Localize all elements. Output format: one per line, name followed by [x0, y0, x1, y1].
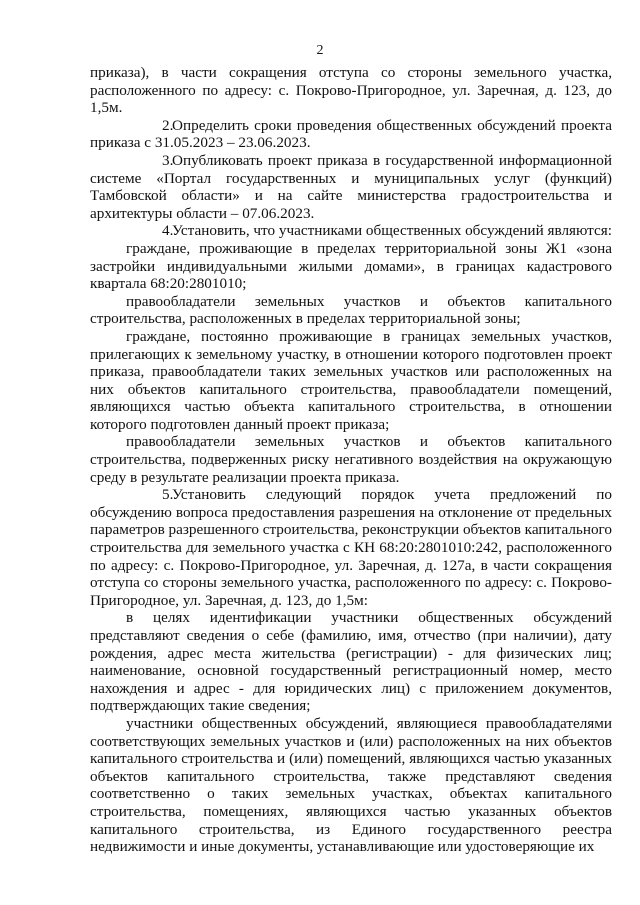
paragraph-text: участники общественных обсуждений, являющиеся правообладателями соответствующих земельных участков и (или) расположенных на них объектов капитального строительства и (или) помещений, являющихся частью указанных объектов капитального строительства, также представляют сведения соответственно о таких земельных участках, объектах капитального строительства, помещениях, являющихся частью указанных объектов капитального строительства, из Единого государственного реестра недвижимости и иные документы, устанавливающие или удостоверяющие их	[90, 714, 612, 856]
paragraph-item-2	[90, 117, 612, 152]
paragraph-text: в целях идентификации участники общественных обсуждений представляют сведения о себе (фамилию, имя, отчество (при наличии), дату рождения, адрес места жительства (регистрации) - для физических лиц; наименование, основной государственный регистрационный номер, место нахождения и адрес - для юридических лиц) с приложением документов, подтверждающих такие сведения;	[90, 609, 612, 715]
document-body	[90, 64, 612, 856]
paragraph-text: приказа), в части сокращения отступа со стороны земельного участка, расположенного по адресу: с. Покрово-Пригородное, ул. Заречная, д. 123, до 1,5м.	[90, 64, 612, 117]
paragraph-text: правообладатели земельных участков и объектов капитального строительства, подверженных риску негативного воздействия на окружающую среду в результате реализации проекта приказа.	[90, 433, 612, 486]
paragraph-text: граждане, постоянно проживающие в границах земельных участков, прилегающих к земельному участку, в отношении которого подготовлен проект приказа, правообладатели таких земельных участков или расположенных на них объектов капитального строительства, правообладатели помещений, являющихся частью объекта капитального строительства, в отношении которого подготовлен данный проект приказа;	[90, 327, 612, 433]
page-number: 2	[316, 43, 324, 58]
paragraph-text: граждане, проживающие в пределах территориальной зоны Ж1 «зона застройки индивидуальными жилыми домами», в границах кадастрового квартала 68:20:2801010;	[90, 239, 612, 293]
item-number: 3.	[162, 151, 174, 169]
paragraph-participants-adjacent	[90, 328, 612, 434]
paragraph-item-3	[90, 152, 612, 222]
paragraph-continuation	[90, 64, 612, 117]
paragraph-item-5	[90, 486, 612, 609]
paragraph-participants-owners	[90, 293, 612, 328]
paragraph-text: Установить следующий порядок учета предложений по обсуждению вопроса предоставления разрешения на отклонение от предельных параметров разрешенного строительства, реконструкции объектов капитального строительства для земельного участка с КН 68:20:2801010:242, расположенного по адресу: с. Покрово-Пригородное, ул. Заречная, д. 127а, в части сокращения отступа со стороны земельного участка, расположенного по адресу: с. Покрово-Пригородное, ул. Заречная, д. 123, до 1,5м:	[90, 486, 612, 609]
paragraph-identification	[90, 609, 612, 715]
paragraph-item-4	[90, 222, 612, 240]
paragraph-participants-risk	[90, 433, 612, 486]
paragraph-text: Установить, что участниками общественных обсуждений являются:	[172, 222, 612, 240]
paragraph-participants-residents	[90, 240, 612, 293]
paragraph-text: Опубликовать проект приказа в государственной информационной системе «Портал государственных и муниципальных услуг (функций) Тамбовской области» и на сайте министерства градостроительства и архитектуры области – 07.06.2023.	[90, 151, 612, 222]
item-number: 4.	[162, 222, 174, 240]
paragraph-rights-holders	[90, 715, 612, 856]
item-number: 2.	[162, 116, 174, 134]
paragraph-text: Определить сроки проведения общественных обсуждений проекта приказа с 31.05.2023 – 23.06.2023.	[90, 116, 612, 152]
item-number: 5.	[162, 486, 174, 504]
paragraph-text: правообладатели земельных участков и объектов капитального строительства, расположенных в пределах территориальной зоны;	[90, 292, 612, 328]
